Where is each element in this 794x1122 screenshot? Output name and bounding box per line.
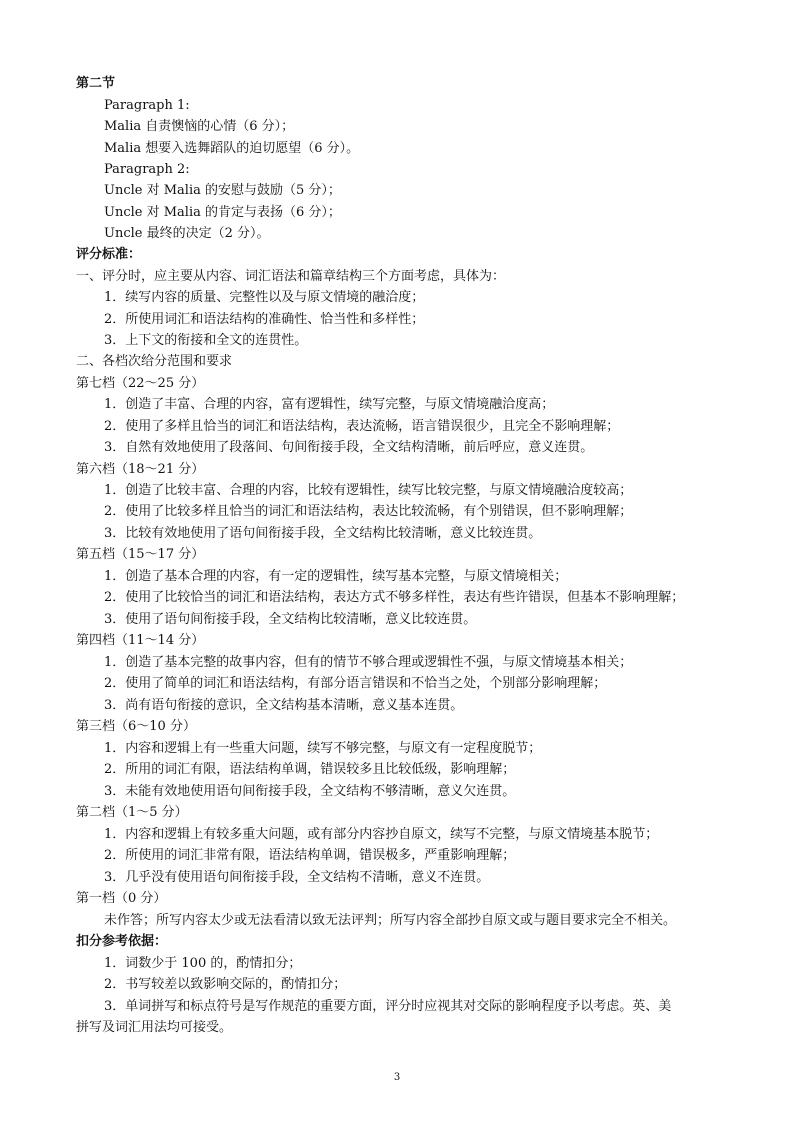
paragraph2-item: Uncle 对 Malia 的安慰与鼓励（5 分）； [104,183,341,198]
page-number: 3 [393,1072,401,1083]
deduction-item: 2．书写较差以致影响交际的，酌情扣分； [104,977,347,992]
grade-criterion: 3．尚有语句衔接的意识，全文结构基本清晰，意义基本连贯。 [104,698,464,713]
deduction-item-continuation: 拼写及词汇用法均可接受。 [76,1020,233,1035]
grade-criterion: 2．使用了多样且恰当的词汇和语法结构，表达流畅，语言错误很少，且完全不影响理解； [104,419,620,434]
grade-criterion: 2．使用了比较多样且恰当的词汇和语法结构，表达比较流畅，有个别错误，但不影响理解； [104,504,633,519]
paragraph2-item: Uncle 最终的决定（2 分）。 [104,226,270,241]
grade-criterion: 2．使用了比较恰当的词汇和语法结构，表达方式不够多样性，表达有些许错误，但基本不影响理解； [104,590,685,605]
grade-criterion: 3．自然有效地使用了段落间、句间衔接手段，全文结构清晰，前后呼应，意义连贯。 [104,440,594,455]
grade-criterion: 3．使用了语句间衔接手段，全文结构比较清晰，意义比较连贯。 [104,612,477,627]
grade-label: 第一档（0 分） [76,891,167,906]
section-title: 第二节 [76,76,116,91]
grade-criterion: 3．未能有效地使用语句间衔接手段，全文结构不够清晰，意义欠连贯。 [104,784,516,799]
standards-part1-item: 3．上下文的衔接和全文的连贯性。 [104,333,308,348]
grade-label: 第三档（6～10 分） [76,719,196,734]
paragraph2-item: Uncle 对 Malia 的肯定与表扬（6 分）； [104,205,341,220]
standards-part1-item: 2．所使用词汇和语法结构的准确性、恰当性和多样性； [104,312,425,327]
standards-part1-heading: 一、评分时，应主要从内容、词汇语法和篇章结构三个方面考虑，具体为： [76,269,506,284]
grade-criterion: 2．所用的词汇有限，语法结构单调，错误较多且比较低级，影响理解； [104,762,516,777]
grade-label: 第二档（1～5 分） [76,805,188,820]
deduction-item: 1．词数少于 100 的，酌情扣分； [104,956,302,971]
paragraph1-label: Paragraph 1: [104,98,190,113]
grade-label: 第六档（18～21 分） [76,462,205,477]
grade-criterion: 1．创造了基本合理的内容，有一定的逻辑性，续写基本完整，与原文情境相关； [104,569,568,584]
grade-criterion: 3．比较有效地使用了语句间衔接手段，全文结构比较清晰，意义比较连贯。 [104,526,542,541]
deductions-title: 扣分参考依据： [76,934,168,949]
grade-criterion: 1．创造了基本完整的故事内容，但有的情节不够合理或逻辑性不强，与原文情境基本相关； [104,655,633,670]
standards-part2-heading: 二、各档次给分范围和要求 [76,354,233,369]
grade-criterion: 1．创造了比较丰富、合理的内容，比较有逻辑性，续写比较完整，与原文情境融洽度较高； [104,483,633,498]
paragraph1-item: Malia 自责懊恼的心情（6 分）； [104,119,295,134]
grade-label: 第七档（22～25 分） [76,376,205,391]
grade-label: 第四档（11～14 分） [76,633,205,648]
standards-title: 评分标准： [76,247,142,262]
standards-part1-item: 1．续写内容的质量、完整性以及与原文情境的融洽度； [104,290,425,305]
deduction-item: 3．单词拼写和标点符号是写作规范的重要方面，评分时应视其对交际的影响程度予以考虑。英、美 [104,999,672,1014]
grade-criterion: 1．内容和逻辑上有较多重大问题，或有部分内容抄自原文，续写不完整，与原文情境基本脱节； [104,827,659,842]
grade-criterion: 1．内容和逻辑上有一些重大问题，续写不够完整，与原文有一定程度脱节； [104,741,542,756]
grade-criterion: 未作答；所写内容太少或无法看清以致无法评判；所写内容全部抄自原文或与题目要求完全不相关。 [104,913,677,928]
grade-label: 第五档（15～17 分） [76,547,205,562]
grade-criterion: 3．几乎没有使用语句间衔接手段，全文结构不清晰，意义不连贯。 [104,870,490,885]
grade-criterion: 2．使用了简单的词汇和语法结构，有部分语言错误和不恰当之处，个别部分影响理解； [104,676,607,691]
grade-criterion: 1．创造了丰富、合理的内容，富有逻辑性，续写完整，与原文情境融洽度高； [104,397,555,412]
paragraph1-item: Malia 想要入选舞蹈队的迫切愿望（6 分）。 [104,141,360,156]
paragraph2-label: Paragraph 2: [104,162,190,177]
grade-criterion: 2．所使用的词汇非常有限，语法结构单调，错误极多，严重影响理解； [104,848,516,863]
